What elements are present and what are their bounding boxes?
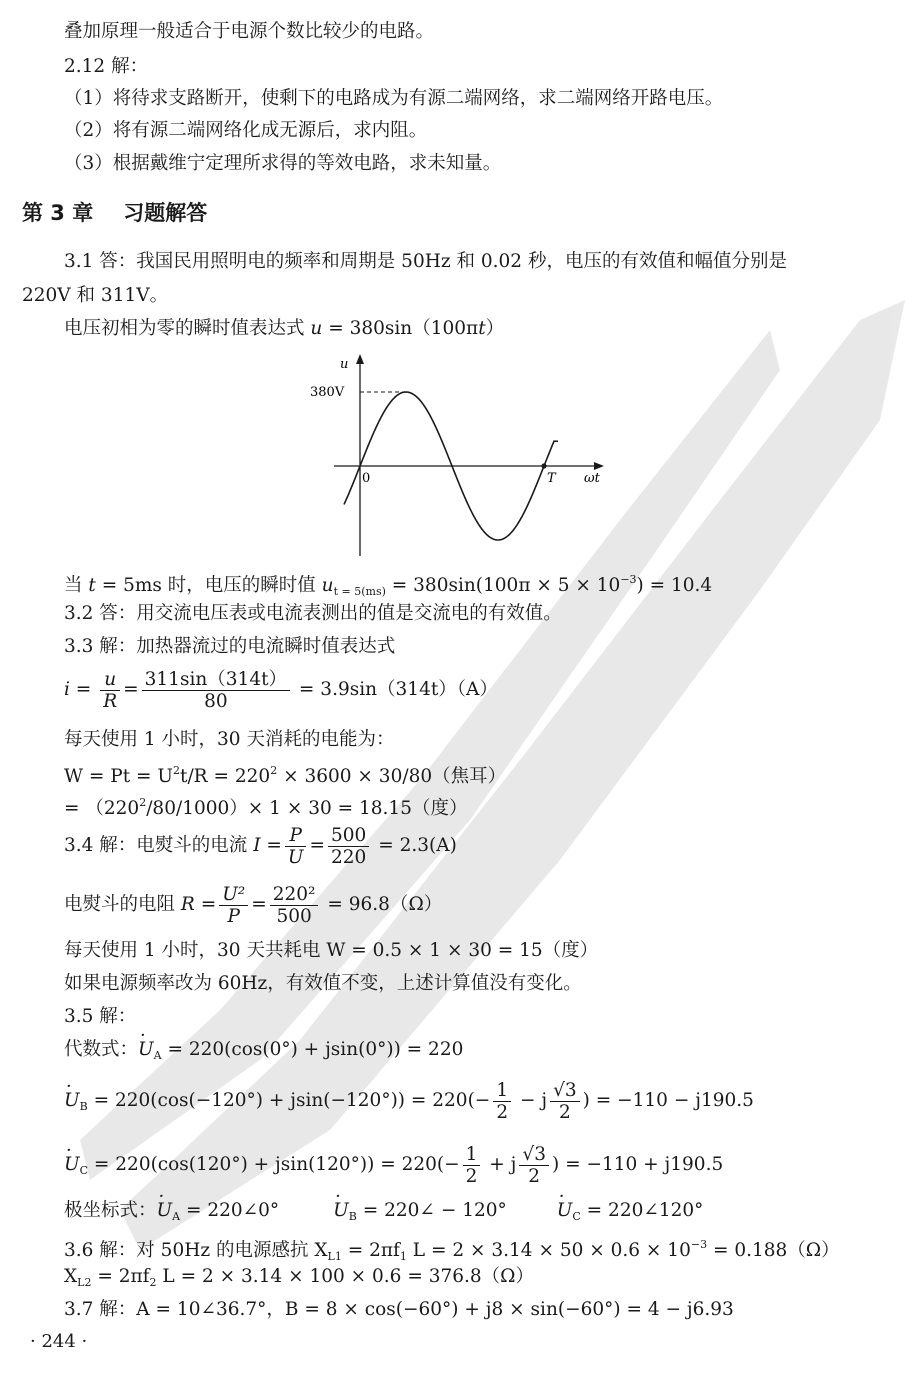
ef1-a: W = Pt = U [64,766,174,787]
frac-numerator: 500 [328,825,369,847]
y-axis-arrow-icon [356,354,364,364]
ef1-c: × 3600 × 30/80（焦耳） [277,766,507,787]
answer-3-6-line1 [64,1233,840,1269]
a36b-sub: L2 [77,1276,92,1289]
fraction-one-half [463,1144,481,1187]
ef1-sup: 2 [173,764,181,777]
frac-numerator: 220² [270,884,319,906]
phasor-sub-c: C [572,1210,581,1223]
phasor-ua-line [64,1038,463,1068]
ar-var: R [180,894,195,915]
a36-d: = 0.188（Ω） [707,1240,840,1261]
phasor-sub-a: A [153,1049,162,1062]
frac-denominator: 2 [528,1165,541,1187]
frac-numerator: √3 [519,1144,549,1166]
frac-numerator: 1 [493,1080,511,1102]
origin-label: 0 [362,471,371,486]
fraction-one-half [493,1080,511,1123]
answer-3-7: 3.7 解：A = 10∠36.7°，B = 8 × cos(−60°) + j8 × sin(−60°) = 4 − j6.93 [64,1299,734,1320]
amplitude-label: 380V [310,385,345,400]
phasor-sub-b: B [79,1100,88,1113]
ac-rest: = 2.3(A) [372,835,457,856]
current-formula: i = $\frac{u}{R}$ = $\frac{311\sin(314t)}{80}$ = 3.9sin（314t）（A） [64,668,498,712]
phasor-u: · U [333,1199,349,1223]
answer-3-1-expression [64,317,504,341]
chapter-title: 习题解答 [123,201,208,225]
a36b-a: X [64,1266,78,1287]
phasor-u: · U [64,1142,80,1188]
text-line-2-12: 2.12 解： [64,56,149,77]
phasor-sub-a: A [172,1210,181,1223]
frac-denominator: U [287,846,304,868]
x-axis-label: ωt [584,471,600,486]
answer-3-4-energy: 每天使用 1 小时，30 天共耗电 W = 0.5 × 1 × 30 = 15（度） [64,940,599,961]
fraction-p-over-u [285,825,307,868]
a36-sub1: L1 [327,1250,342,1263]
frac-denominator: P [227,905,240,927]
answer-3-4-current: 3.4 解：电熨斗的电流 I = $\frac{P}{U}$ = $\frac{500}{220}$ = 2.3(A) [64,824,457,868]
phasor-u: · U [138,1038,154,1062]
phasor-ub-line [64,1078,754,1130]
cf-i: i [64,679,70,700]
iv-end: ) = 10.4 [636,575,713,596]
energy-formula-2 [64,791,467,821]
answer-3-1-line2: 220V 和 311V。 [22,285,169,306]
answer-3-4-frequency: 如果电源频率改为 60Hz，有效值不变，上述计算值没有变化。 [64,973,582,994]
expr-rest: = 380sin（100π [322,318,479,339]
iv-prefix: 当 [64,575,89,596]
iv-u: u [321,575,334,596]
phasor-u: · U [557,1199,573,1223]
frac-numerator: 311sin（314t） [142,669,290,691]
iv-u-subscript: t = 5(ms) [333,585,386,598]
frac-denominator: 2 [558,1101,571,1123]
frac-denominator: R [103,690,118,712]
expr-end: ） [485,318,505,339]
fraction-220sq-over-500 [270,884,319,927]
ac-prefix: 3.4 解：电熨斗的电流 [64,835,254,856]
frac-denominator: 220 [331,846,367,868]
polar-a: = 220∠0° [180,1200,280,1221]
y-axis-label: u [340,357,349,372]
x-axis-arrow-icon [594,462,604,470]
expr-u: u [310,318,323,339]
frac-numerator: U² [219,884,248,906]
period-label: T [547,471,556,486]
polar-prefix: 极坐标式： [64,1200,157,1221]
ef2-a: = （220 [64,798,140,819]
energy-intro: 每天使用 1 小时，30 天消耗的电能为： [64,729,395,750]
fraction-sqrt3-half [519,1144,549,1187]
a36b-c: L = 2 × 3.14 × 100 × 0.6 = 376.8（Ω） [156,1266,535,1287]
a36-sup: −3 [690,1238,708,1251]
ar-prefix: 电熨斗的电阻 [64,894,181,915]
uc-mid: + j [483,1154,517,1175]
ef1-sup2: 2 [270,764,278,777]
frac-denominator: 2 [465,1165,478,1187]
a36-b: = 2πf [341,1240,400,1261]
answer-3-4-resistance: 电熨斗的电阻 R = $\frac{\text{U²}}{P}$ = $\frac{\text{220²}}{500}$ = 96.8（Ω） [64,883,443,927]
a36-sub1b: 1 [399,1250,407,1263]
ua-rest: = 220(cos(0°) + jsin(0°)) = 220 [161,1039,464,1060]
phasor-sub-b: B [348,1210,357,1223]
ac-var: I [253,835,261,856]
instant-value-line [64,568,712,604]
polar-c: = 220∠120° [580,1200,704,1221]
frac-numerator: P [285,825,307,847]
a36b-sub2: 2 [149,1276,157,1289]
page-number: · 244 · [30,1331,88,1352]
phasor-sub-c: C [79,1164,89,1177]
fraction-sqrt3-half [550,1080,580,1123]
expr-t: t [478,318,486,339]
expr-prefix: 电压初相为零的瞬时值表达式 [64,318,311,339]
chapter-heading [22,200,207,226]
cf-rest: = 3.9sin（314t）（A） [293,679,498,700]
frac-denominator: 500 [276,905,312,927]
fraction-u-over-r [100,669,120,712]
answer-3-1-line1: 3.1 答：我国民用照明电的频率和周期是 50Hz 和 0.02 秒，电压的有效值和幅值分别是 [64,251,787,272]
frac-numerator: u [100,669,120,691]
ar-rest: = 96.8（Ω） [321,894,443,915]
iv-rest: = 380sin(100π × 5 × 10 [385,575,621,596]
a36-a: 3.6 解：对 50Hz 的电源感抗 X [64,1240,328,1261]
ef1-b: t/R = 220 [180,766,271,787]
iv-t: t [88,575,96,596]
sine-wave-chart [300,348,620,560]
text-line-step-2: （2）将有源二端网络化成无源后，求内阻。 [64,120,428,141]
ub-rest: = 220(cos(−120°) + jsin(−120°)) = 220(− [87,1090,491,1111]
polar-b: = 220∠ − 120° [356,1200,507,1221]
iv-mid: = 5ms 时，电压的瞬时值 [95,575,322,596]
phasor-u: · U [157,1199,173,1223]
frac-numerator: √3 [550,1080,580,1102]
answer-3-5-head: 3.5 解： [64,1006,137,1027]
ub-end: ) = −110 − j190.5 [582,1090,754,1111]
ef2-b: /80/1000）× 1 × 30 = 18.15（度） [146,798,468,819]
a36b-b: = 2πf [91,1266,150,1287]
fraction-500-over-220 [328,825,369,868]
answer-3-6-line2 [64,1265,534,1295]
polar-form-line [64,1199,703,1229]
a36-c: L = 2 × 3.14 × 50 × 0.6 × 10 [406,1240,691,1261]
text-line-step-3: （3）根据戴维宁定理所求得的等效电路，求未知量。 [64,153,502,174]
text-line-step-1: （1）将待求支路断开，使剩下的电路成为有源二端网络，求二端网络开路电压。 [64,88,724,109]
uc-end: ) = −110 + j190.5 [551,1154,724,1175]
answer-3-3-line1: 3.3 解：加热器流过的电流瞬时值表达式 [64,636,396,657]
ub-mid: − j [514,1090,548,1111]
period-point [541,463,546,468]
answer-3-2: 3.2 答：用交流电压表或电流表测出的值是交流电的有效值。 [64,603,562,624]
cf-eq: = [69,679,98,700]
frac-denominator: 80 [204,690,228,712]
text-line-superposition: 叠加原理一般适合于电源个数比较少的电路。 [64,21,435,42]
fraction-u2-over-p [219,884,248,927]
chapter-number: 第 3 章 [22,201,94,225]
frac-denominator: 2 [496,1101,509,1123]
uc-rest: = 220(cos(120°) + jsin(120°)) = 220(− [88,1154,460,1175]
ua-prefix: 代数式： [64,1039,139,1060]
phasor-u: · U [64,1078,80,1124]
iv-exponent: −3 [620,573,637,586]
frac-numerator: 1 [463,1144,481,1166]
ef2-sup: 2 [139,796,147,809]
fraction-311sin-over-80 [142,669,290,712]
energy-formula-1 [64,759,506,789]
